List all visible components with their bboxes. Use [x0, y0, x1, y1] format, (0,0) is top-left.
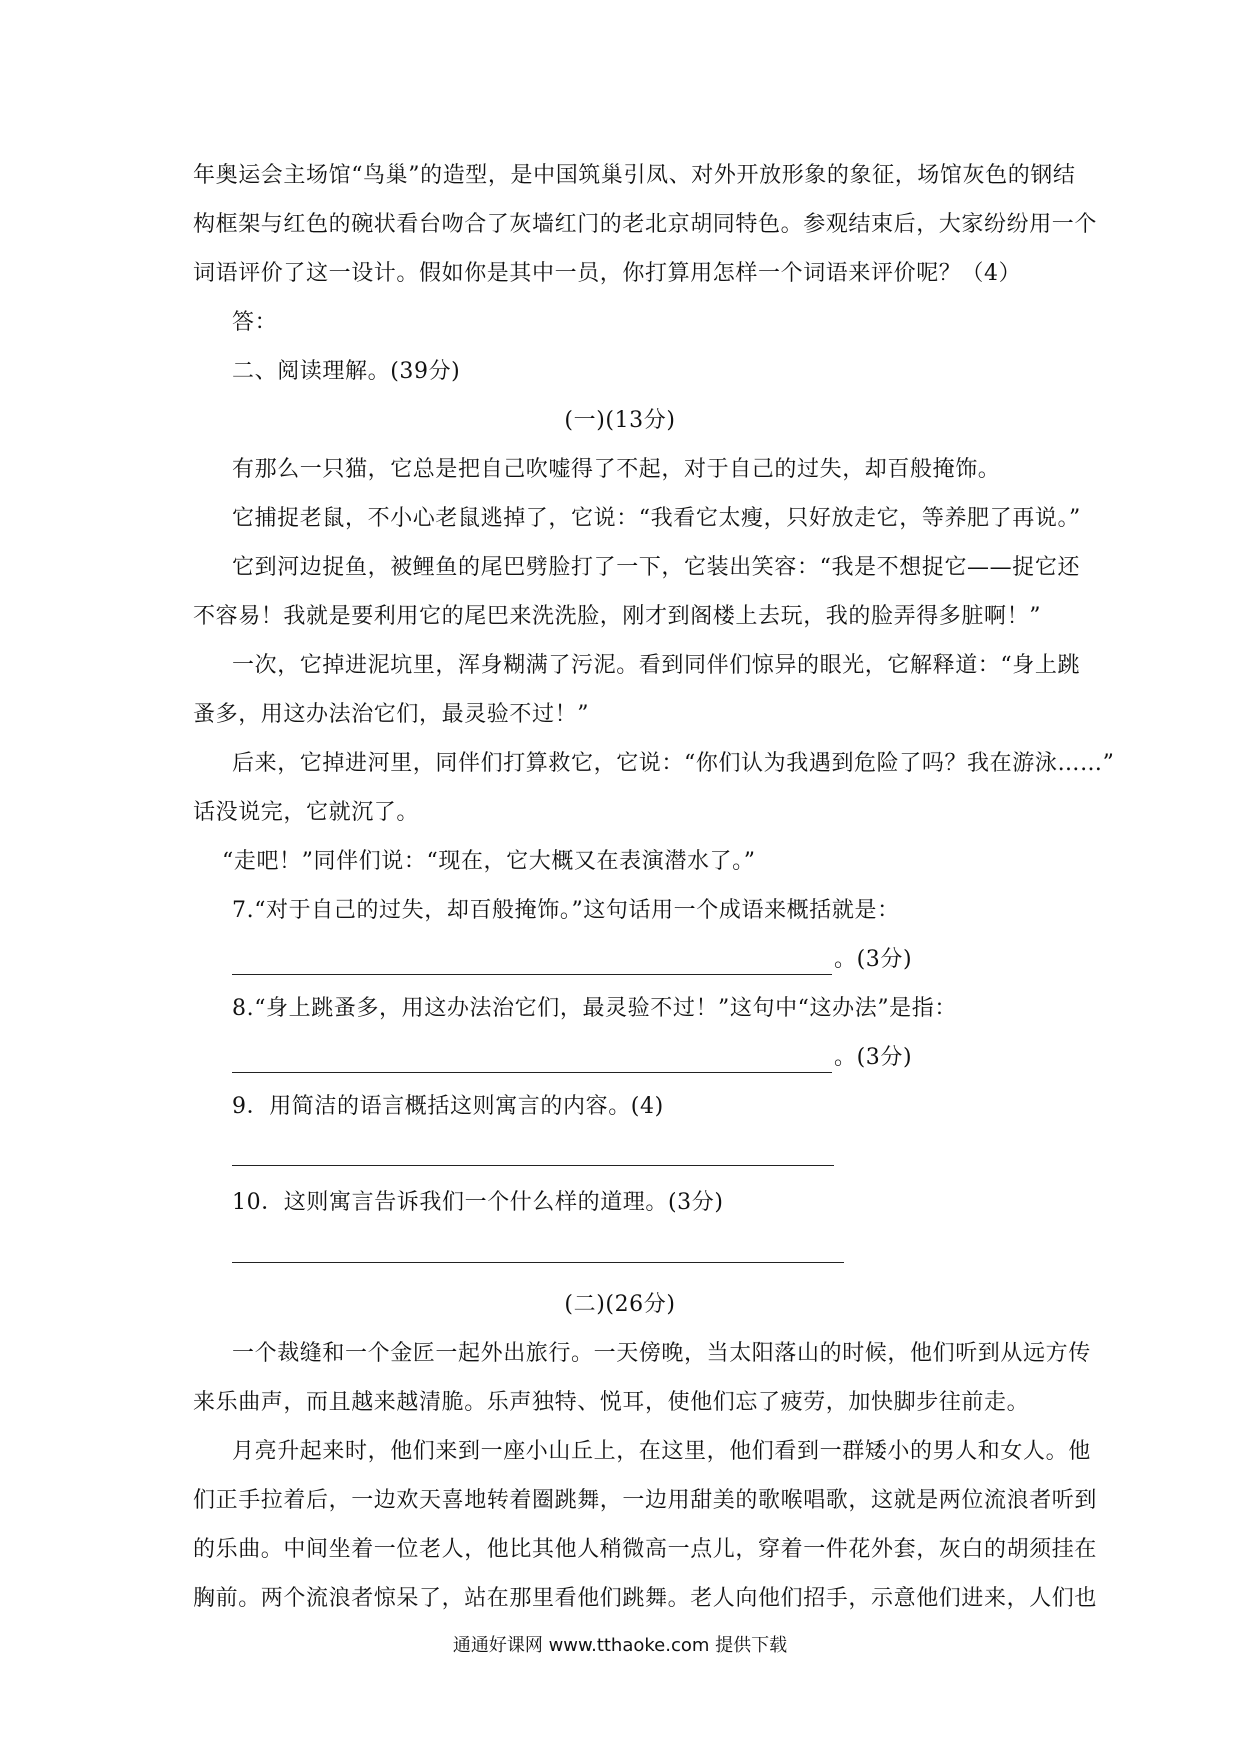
answer-line-q10[interactable]	[232, 1262, 844, 1263]
answer-line-q8[interactable]	[232, 1072, 832, 1073]
story-paragraph: 月亮升起来时，他们来到一座小山丘上，在这里，他们看到一群矮小的男人和女人。他	[232, 1439, 1091, 1464]
intro-line-3: 词语评价了这一设计。假如你是其中一员，你打算用怎样一个词语来评价呢？（4）	[193, 261, 1022, 286]
story-paragraph: 胸前。两个流浪者惊呆了，站在那里看他们跳舞。老人向他们招手，示意他们进来，人们也	[193, 1586, 1098, 1611]
question-7-score: 。(3分)	[834, 947, 913, 972]
story-paragraph: “走吧！”同伴们说：“现在，它大概又在表演潜水了。”	[222, 849, 756, 874]
question-10: 10．这则寓言告诉我们一个什么样的道理。(3分)	[232, 1190, 724, 1215]
story-paragraph: 蚤多，用这办法治它们，最灵验不过！”	[193, 702, 590, 727]
answer-line-q7[interactable]	[232, 974, 832, 975]
story-paragraph: 不容易！我就是要利用它的尾巴来洗洗脸，刚才到阁楼上去玩，我的脸弄得多脏啊！”	[193, 604, 1042, 629]
story-paragraph: 们正手拉着后，一边欢天喜地转着圈跳舞，一边用甜美的歌喉唱歌，这就是两位流浪者听到	[193, 1488, 1098, 1513]
intro-line-1: 年奥运会主场馆“鸟巢”的造型，是中国筑巢引凤、对外开放形象的象征，场馆灰色的钢结	[193, 163, 1076, 188]
question-9: 9．用简洁的语言概括这则寓言的内容。(4)	[232, 1094, 664, 1119]
intro-line-2: 构框架与红色的碗状看台吻合了灰墙红门的老北京胡同特色。参观结束后，大家纷纷用一个	[193, 212, 1098, 237]
question-7: 7.“对于自己的过失，却百般掩饰。”这句话用一个成语来概括就是：	[232, 898, 900, 923]
question-8: 8.“身上跳蚤多，用这办法治它们，最灵验不过！”这句中“这办法”是指：	[232, 996, 957, 1021]
story-paragraph: 后来，它掉进河里，同伴们打算救它，它说：“你们认为我遇到危险了吗？我在游泳……”	[232, 751, 1115, 776]
answer-line-q9[interactable]	[232, 1165, 834, 1166]
story-paragraph: 一个裁缝和一个金匠一起外出旅行。一天傍晚，当太阳落山的时候，他们听到从远方传	[232, 1341, 1091, 1366]
story-paragraph: 的乐曲。中间坐着一位老人，他比其他人稍微高一点儿，穿着一件花外套，灰白的胡须挂在	[193, 1537, 1098, 1562]
story-paragraph: 来乐曲声，而且越来越清脆。乐声独特、悦耳，使他们忘了疲劳，加快脚步往前走。	[193, 1390, 1030, 1415]
question-8-score: 。(3分)	[834, 1045, 913, 1070]
section-heading: 二、阅读理解。(39分)	[232, 359, 461, 384]
story-paragraph: 有那么一只猫，它总是把自己吹嘘得了不起，对于自己的过失，却百般掩饰。	[232, 457, 1001, 482]
page-footer: 通通好课网 www.tthaoke.com 提供下载	[452, 1635, 788, 1656]
story-paragraph: 一次，它掉进泥坑里，浑身糊满了污泥。看到同伴们惊异的眼光，它解释道：“身上跳	[232, 653, 1081, 678]
part1-title: (一)(13分)	[564, 408, 676, 433]
story-paragraph: 它到河边捉鱼，被鲤鱼的尾巴劈脸打了一下，它装出笑容：“我是不想捉它——捉它还	[232, 555, 1081, 580]
story-paragraph: 它捕捉老鼠，不小心老鼠逃掉了，它说：“我看它太瘦，只好放走它，等养肥了再说。”	[232, 506, 1081, 531]
part2-title: (二)(26分)	[564, 1292, 676, 1317]
answer-label: 答：	[232, 310, 278, 335]
story-paragraph: 话没说完，它就沉了。	[193, 800, 420, 825]
